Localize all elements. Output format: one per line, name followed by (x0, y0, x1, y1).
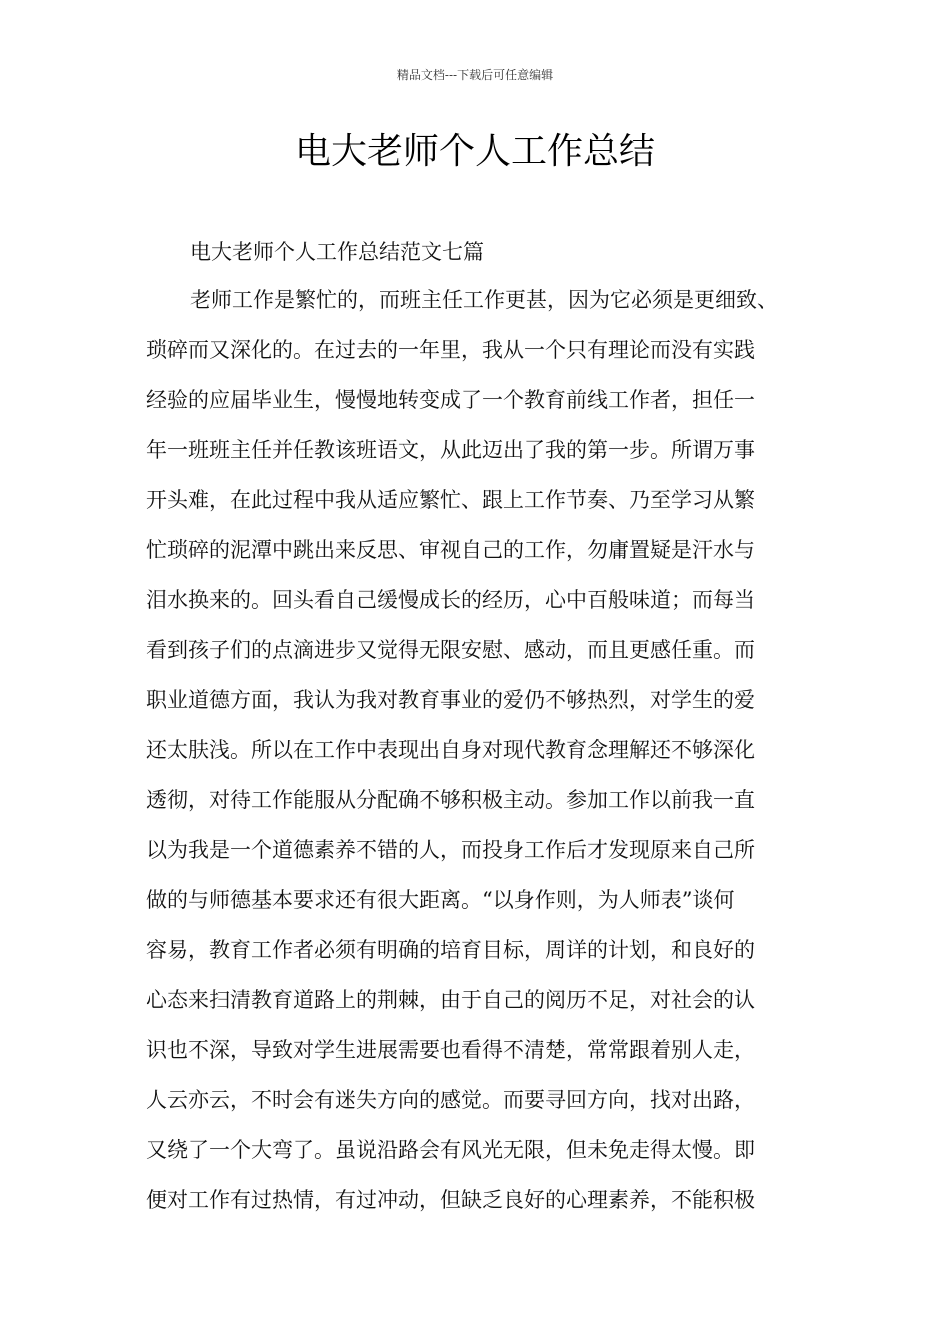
body-line: 心态来扫清教育道路上的荆棘，由于自己的阅历不足，对社会的认 (146, 988, 755, 1012)
body-line: 又绕了一个大弯了。虽说沿路会有风光无限，但未免走得太慢。即 (146, 1138, 755, 1162)
body-line: 经验的应届毕业生，慢慢地转变成了一个教育前线工作者，担任一 (146, 388, 755, 412)
body-line: 便对工作有过热情，有过冲动，但缺乏良好的心理素养，不能积极 (146, 1188, 755, 1212)
body-line: 琐碎而又深化的。在过去的一年里，我从一个只有理论而没有实践 (146, 338, 755, 362)
body-line: 人云亦云，不时会有迷失方向的感觉。而要寻回方向，找对出路， (146, 1088, 755, 1112)
body-line: 容易，教育工作者必须有明确的培育目标，周详的计划，和良好的 (146, 938, 755, 962)
document-subtitle: 电大老师个人工作总结范文七篇 (190, 240, 484, 264)
body-line: 职业道德方面，我认为我对教育事业的爱仍不够热烈，对学生的爱 (146, 688, 755, 712)
body-line: 年一班班主任并任教该班语文，从此迈出了我的第一步。所谓万事 (146, 438, 755, 462)
body-line: 还太肤浅。所以在工作中表现出自身对现代教育念理解还不够深化 (146, 738, 755, 762)
document-title: 电大老师个人工作总结 (294, 131, 655, 172)
body-line: 透彻，对待工作能服从分配确不够积极主动。参加工作以前我一直 (146, 788, 755, 812)
body-line: 忙琐碎的泥潭中跳出来反思、审视自己的工作，勿庸置疑是汗水与 (146, 538, 755, 562)
body-line: 老师工作是繁忙的，而班主任工作更甚，因为它必须是更细致、 (190, 288, 778, 312)
body-line: 开头难，在此过程中我从适应繁忙、跟上工作节奏、乃至学习从繁 (146, 488, 755, 512)
body-line: 以为我是一个道德素养不错的人，而投身工作后才发现原来自己所 (146, 838, 755, 862)
body-line: 做的与师德基本要求还有很大距离。“以身作则，为人师表”谈何 (146, 888, 735, 912)
body-line: 泪水换来的。回头看自己缓慢成长的经历，心中百般味道；而每当 (146, 588, 755, 612)
body-line: 识也不深，导致对学生进展需要也看得不清楚，常常跟着别人走， (146, 1038, 755, 1062)
body-line: 看到孩子们的点滴进步又觉得无限安慰、感动，而且更感任重。而 (146, 638, 755, 662)
header-note: 精品文档---下载后可任意编辑 (396, 68, 554, 82)
